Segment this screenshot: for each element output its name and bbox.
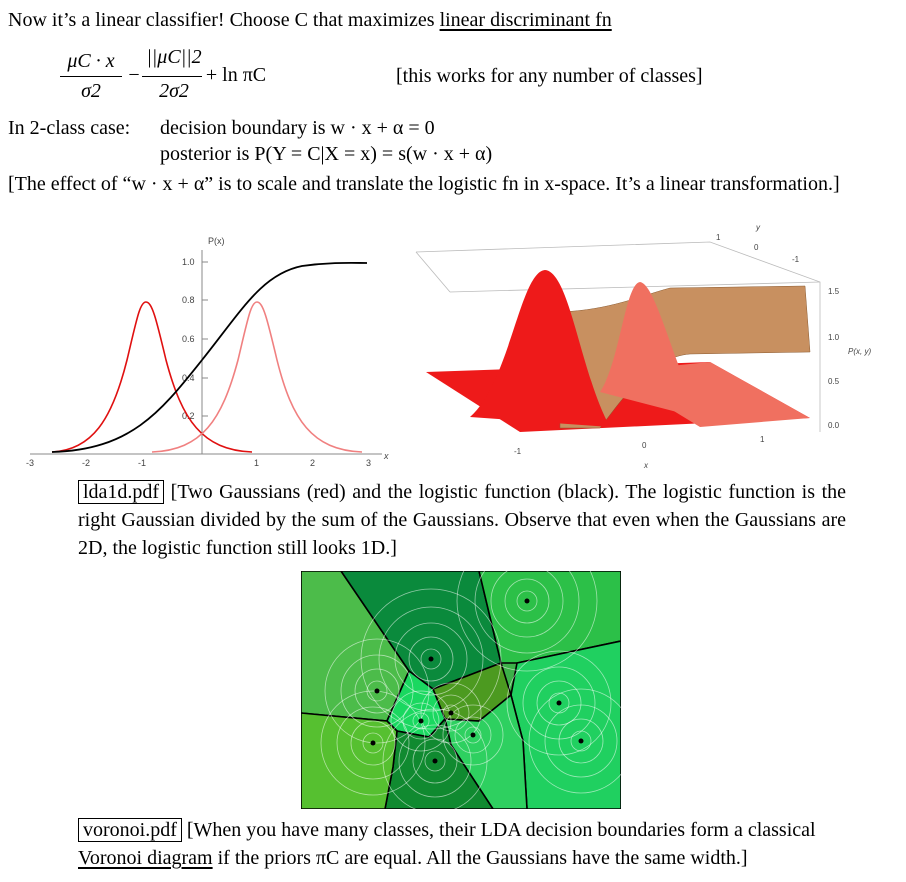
xtick-label: 1: [760, 435, 765, 444]
term2-numerator: ||μC||2: [146, 46, 202, 68]
ytick-label: 0.4: [182, 373, 195, 383]
effect-note: [The effect of “w · x + α” is to scale and translate the logistic fn in x-space. It’s a linear transformation.]: [8, 173, 840, 195]
term2-bar: [142, 76, 202, 77]
voronoi-filename[interactable]: voronoi.pdf: [78, 818, 182, 842]
ytick-label: 1: [716, 233, 721, 242]
ztick-label: 1.0: [828, 333, 840, 342]
x-axis-label: x: [384, 451, 389, 461]
mean-point: [375, 689, 380, 694]
x3d-ticks: [514, 435, 765, 456]
caption-lda1d: [78, 478, 846, 562]
caption-voronoi: [78, 816, 858, 872]
linear-discriminant-link[interactable]: linear discriminant fn: [439, 9, 612, 31]
x3d-axis-label: x: [644, 461, 648, 470]
term1-bar: [60, 76, 122, 77]
mean-point: [371, 741, 376, 746]
heading-text: Now it’s a linear classifier! Choose C that maximizes: [8, 9, 440, 31]
ytick-label: 0.2: [182, 411, 195, 421]
lda1d-plot: [22, 230, 402, 480]
mean-point: [449, 711, 454, 716]
mean-point: [525, 599, 530, 604]
lda1d-filename[interactable]: lda1d.pdf: [78, 480, 164, 504]
z-axis-label: P(x, y): [848, 347, 872, 356]
xtick-label: -1: [514, 447, 522, 456]
voronoi-diagram-link[interactable]: Voronoi diagram: [78, 847, 213, 869]
term3: + ln πC: [205, 64, 267, 86]
ztick-label: 1.5: [828, 287, 840, 296]
formula-note: [this works for any number of classes]: [396, 65, 703, 87]
term1-numerator: μC · x: [67, 50, 115, 72]
lda2d-surface-plot: [410, 222, 872, 472]
xtick-label: 3: [366, 458, 372, 468]
caption2-text-end: if the priors πC are equal. All the Gaussians have the same width.]: [212, 847, 748, 869]
two-class-label: In 2-class case:: [8, 117, 131, 139]
xtick-label: -1: [138, 458, 147, 468]
posterior: posterior is P(Y = C|X = x) = s(w · x + α): [160, 143, 493, 165]
term2-denominator: 2σ2: [159, 80, 189, 102]
decision-boundary: decision boundary is w · x + α = 0: [160, 117, 435, 139]
ztick-label: 0.0: [828, 421, 840, 430]
xtick-label: -3: [26, 458, 35, 468]
term1-denominator: σ2: [81, 80, 101, 102]
mean-point: [471, 733, 476, 738]
mean-point: [557, 701, 562, 706]
caption2-text: [When you have many classes, their LDA decision boundaries form a classical: [186, 819, 816, 841]
y-ticks: [182, 257, 208, 421]
ztick-label: 0.5: [828, 377, 840, 386]
xtick-label: -2: [82, 458, 91, 468]
ytick-label: -1: [792, 255, 800, 264]
xtick-label: 1: [254, 458, 260, 468]
ytick-label: 0.8: [182, 295, 195, 305]
ytick-label: 0: [754, 243, 759, 252]
mean-point: [429, 657, 434, 662]
mean-point: [579, 739, 584, 744]
x-ticks: [26, 458, 371, 468]
caption1-text: [Two Gaussians (red) and the logistic function (black). The logistic function is the right Gaussian divided by the sum of the Gaussians. Observe that even when the Gaussians are 2D, the logistic function still looks 1D.]: [78, 481, 847, 559]
mean-point: [433, 759, 438, 764]
voronoi-diagram: [301, 571, 621, 809]
ytick-label: 0.6: [182, 334, 195, 344]
logistic-curve: [52, 263, 367, 452]
xtick-label: 0: [642, 441, 647, 450]
y3d-axis-label: y: [756, 223, 760, 232]
minus-sign: −: [128, 64, 140, 86]
z-ticks: [828, 287, 840, 430]
xtick-label: 2: [310, 458, 316, 468]
heading: [8, 8, 612, 32]
mean-point: [419, 719, 424, 724]
left-gaussian-curve: [52, 302, 252, 452]
ytick-label: 1.0: [182, 257, 195, 267]
y-axis-label: P(x): [208, 236, 225, 246]
